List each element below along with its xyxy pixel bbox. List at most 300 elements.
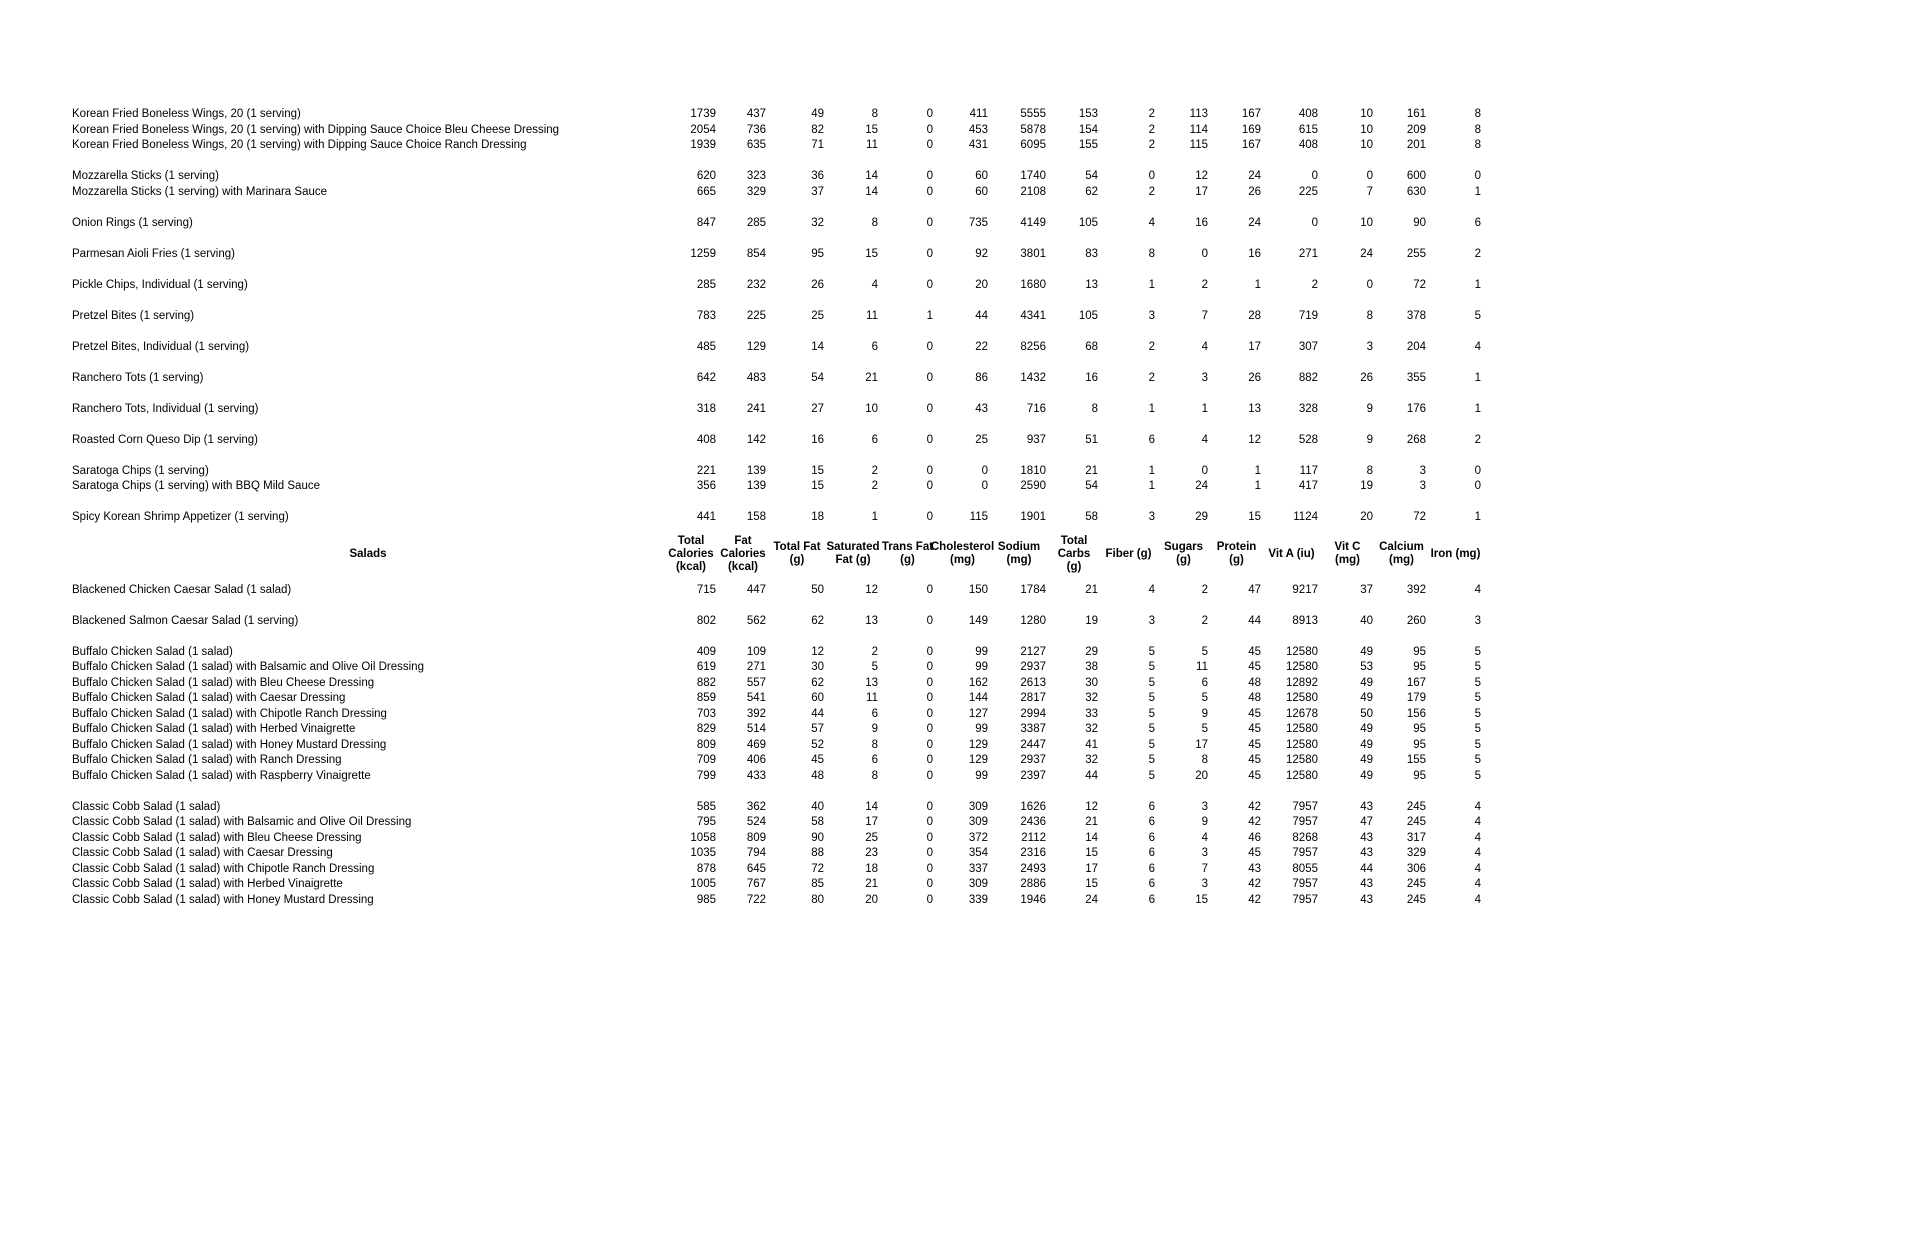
value-cell: 1680 — [1020, 278, 1046, 291]
value-cell: 90 — [1413, 216, 1426, 229]
value-cell: 1280 — [1020, 614, 1046, 627]
value-cell: 309 — [968, 816, 988, 828]
value-cell: 260 — [1406, 614, 1426, 627]
value-cell: 9 — [1366, 402, 1373, 415]
item-name: Classic Cobb Salad (1 salad) with Chipotle Ranch Dressing — [72, 862, 375, 875]
value-cell: 43 — [1360, 878, 1373, 890]
value-cell: 14 — [865, 800, 878, 813]
value-cell: 68 — [1085, 340, 1098, 353]
value-cell: 60 — [975, 185, 988, 198]
value-cell: 2613 — [1020, 676, 1046, 689]
value-cell: 45 — [1248, 723, 1261, 735]
value-cell: 557 — [746, 676, 766, 689]
value-cell: 6 — [1474, 216, 1481, 229]
value-cell: 1058 — [690, 831, 716, 844]
value-cell: 469 — [746, 738, 766, 751]
value-cell: 139 — [746, 464, 766, 477]
value-cell: 12580 — [1286, 692, 1318, 704]
item-name: Buffalo Chicken Salad (1 salad) with Caesar Dressing — [72, 692, 346, 704]
value-cell: 15 — [1085, 847, 1098, 859]
value-cell: 11 — [866, 139, 878, 151]
column-header: Vit A (iu) — [1268, 547, 1315, 560]
value-cell: 2054 — [690, 123, 716, 136]
value-cell: 3 — [1148, 309, 1155, 322]
value-cell: 4 — [1201, 433, 1208, 446]
value-cell: 16 — [1085, 371, 1098, 384]
value-cell: 4 — [1474, 583, 1481, 596]
item-name: Mozzarella Sticks (1 serving) — [72, 170, 219, 182]
value-cell: 1626 — [1020, 800, 1046, 813]
value-cell: 86 — [975, 371, 988, 384]
value-cell: 5878 — [1020, 123, 1046, 136]
value-cell: 241 — [746, 402, 766, 415]
value-cell: 0 — [1201, 247, 1208, 260]
table-row — [72, 645, 1483, 661]
value-cell: 6 — [1201, 676, 1208, 689]
table-row — [72, 831, 1483, 847]
table-row — [72, 247, 1483, 263]
value-cell: 8 — [1091, 402, 1098, 415]
value-cell: 794 — [746, 847, 766, 859]
value-cell: 21 — [1085, 816, 1098, 828]
value-cell: 2886 — [1020, 878, 1046, 890]
item-name: Classic Cobb Salad (1 salad) with Bleu Cheese Dressing — [72, 831, 362, 844]
value-cell: 47 — [1248, 583, 1261, 596]
value-cell: 13 — [865, 614, 878, 627]
value-cell: 1 — [1201, 402, 1208, 415]
value-cell: 309 — [968, 878, 988, 890]
value-cell: 5 — [1148, 676, 1155, 689]
spacer-row — [72, 629, 1483, 645]
value-cell: 82 — [811, 123, 824, 136]
value-cell: 2 — [871, 480, 878, 492]
value-cell: 221 — [696, 464, 716, 477]
value-cell: 7 — [1201, 309, 1208, 322]
value-cell: 0 — [926, 402, 933, 415]
value-cell: 36 — [811, 170, 824, 182]
value-cell: 5 — [1474, 645, 1481, 658]
value-cell: 722 — [746, 893, 766, 906]
value-cell: 49 — [1360, 769, 1373, 782]
value-cell: 14 — [811, 340, 824, 353]
value-cell: 1 — [1148, 278, 1155, 291]
value-cell: 615 — [1298, 123, 1318, 136]
value-cell: 328 — [1298, 402, 1318, 415]
value-cell: 58 — [1085, 511, 1098, 523]
value-cell: 5 — [1148, 645, 1155, 658]
spacer-row — [72, 417, 1483, 433]
value-cell: 0 — [926, 893, 933, 906]
value-cell: 12 — [1195, 170, 1208, 182]
value-cell: 43 — [1360, 831, 1373, 844]
value-cell: 49 — [1360, 738, 1373, 751]
value-cell: 4 — [1201, 340, 1208, 353]
value-cell: 11 — [1196, 661, 1208, 673]
value-cell: 25 — [865, 831, 878, 844]
table-row — [72, 676, 1483, 692]
value-cell: 139 — [746, 480, 766, 492]
value-cell: 337 — [968, 862, 988, 875]
value-cell: 437 — [746, 108, 766, 120]
item-name: Buffalo Chicken Salad (1 salad) with Raspberry Vinaigrette — [72, 769, 371, 782]
item-name: Buffalo Chicken Salad (1 salad) with Bleu Cheese Dressing — [72, 676, 375, 689]
value-cell: 12580 — [1286, 754, 1318, 766]
value-cell: 1432 — [1020, 371, 1046, 384]
value-cell: 859 — [696, 692, 716, 704]
value-cell: 50 — [1360, 707, 1373, 720]
value-cell: 15 — [811, 464, 824, 477]
value-cell: 23 — [865, 847, 878, 859]
value-cell: 117 — [1299, 464, 1318, 477]
value-cell: 392 — [1406, 583, 1426, 596]
value-cell: 16 — [1195, 216, 1208, 229]
value-cell: 150 — [968, 583, 988, 596]
value-cell: 2 — [1311, 278, 1318, 291]
value-cell: 5 — [1148, 692, 1155, 704]
value-cell: 24 — [1195, 480, 1208, 492]
item-name: Buffalo Chicken Salad (1 salad) — [72, 645, 233, 658]
value-cell: 5 — [1201, 723, 1208, 735]
value-cell: 3 — [1201, 878, 1208, 890]
value-cell: 485 — [696, 340, 716, 353]
value-cell: 0 — [981, 464, 988, 477]
value-cell: 524 — [746, 816, 766, 828]
value-cell: 129 — [968, 754, 988, 766]
value-cell: 2590 — [1020, 480, 1046, 492]
value-cell: 7957 — [1292, 878, 1318, 890]
value-cell: 0 — [926, 645, 933, 658]
value-cell: 49 — [1360, 723, 1373, 735]
value-cell: 26 — [1360, 371, 1373, 384]
value-cell: 709 — [696, 754, 716, 766]
table-row — [72, 877, 1483, 893]
value-cell: 47 — [1360, 816, 1373, 828]
value-cell: 5 — [1201, 645, 1208, 658]
value-cell: 1 — [1474, 185, 1481, 198]
value-cell: 642 — [696, 371, 716, 384]
value-cell: 26 — [811, 278, 824, 291]
table-row — [72, 464, 1483, 480]
value-cell: 0 — [926, 511, 933, 523]
value-cell: 12580 — [1286, 769, 1318, 782]
value-cell: 62 — [1085, 185, 1098, 198]
value-cell: 95 — [1413, 645, 1426, 658]
value-cell: 225 — [1298, 185, 1318, 198]
value-cell: 92 — [975, 247, 988, 260]
value-cell: 447 — [746, 583, 766, 596]
item-name: Pretzel Bites (1 serving) — [72, 309, 195, 322]
value-cell: 0 — [926, 800, 933, 813]
value-cell: 37 — [811, 185, 824, 198]
value-cell: 2994 — [1020, 707, 1046, 720]
value-cell: 161 — [1406, 108, 1426, 120]
value-cell: 2 — [1148, 123, 1155, 136]
value-cell: 50 — [811, 583, 824, 596]
value-cell: 937 — [1026, 433, 1046, 446]
value-cell: 7957 — [1292, 816, 1318, 828]
value-cell: 9217 — [1292, 583, 1318, 596]
value-cell: 0 — [926, 464, 933, 477]
value-cell: 4 — [1474, 893, 1481, 906]
value-cell: 4 — [1201, 831, 1208, 844]
value-cell: 43 — [1360, 847, 1373, 859]
value-cell: 0 — [926, 170, 933, 182]
table-row — [72, 722, 1483, 738]
value-cell: 5 — [1474, 707, 1481, 720]
value-cell: 0 — [1366, 170, 1373, 182]
value-cell: 562 — [746, 614, 766, 627]
value-cell: 585 — [696, 800, 716, 813]
value-cell: 19 — [1360, 480, 1373, 492]
table-row — [72, 800, 1483, 816]
value-cell: 113 — [1189, 108, 1208, 120]
table-row — [72, 510, 1483, 526]
value-cell: 767 — [746, 878, 766, 890]
value-cell: 127 — [968, 707, 988, 720]
value-cell: 271 — [746, 661, 766, 673]
table-row — [72, 185, 1483, 201]
value-cell: 5 — [1474, 754, 1481, 766]
item-name: Classic Cobb Salad (1 salad) with Balsamic and Olive Oil Dressing — [72, 816, 412, 828]
value-cell: 1 — [1254, 464, 1261, 477]
value-cell: 155 — [1406, 754, 1426, 766]
table-row — [72, 660, 1483, 676]
table-row — [72, 691, 1483, 707]
value-cell: 1 — [1474, 511, 1481, 523]
value-cell: 45 — [1248, 754, 1261, 766]
value-cell: 1 — [1148, 402, 1155, 415]
value-cell: 5 — [871, 661, 878, 673]
value-cell: 1 — [1474, 371, 1481, 384]
value-cell: 72 — [811, 862, 824, 875]
table-row — [72, 278, 1483, 294]
value-cell: 8 — [1148, 247, 1155, 260]
value-cell: 45 — [1248, 847, 1261, 859]
item-name: Buffalo Chicken Salad (1 salad) with Chipotle Ranch Dressing — [72, 707, 387, 720]
value-cell: 5 — [1474, 692, 1481, 704]
value-cell: 12580 — [1286, 723, 1318, 735]
value-cell: 0 — [926, 614, 933, 627]
value-cell: 44 — [1360, 862, 1373, 875]
value-cell: 309 — [968, 800, 988, 813]
value-cell: 0 — [981, 480, 988, 492]
table-row — [72, 815, 1483, 831]
value-cell: 735 — [968, 216, 988, 229]
value-cell: 6 — [1148, 847, 1155, 859]
value-cell: 0 — [926, 816, 933, 828]
value-cell: 408 — [1298, 108, 1318, 120]
value-cell: 43 — [1248, 862, 1261, 875]
value-cell: 417 — [1298, 480, 1318, 492]
value-cell: 378 — [1406, 309, 1426, 322]
value-cell: 245 — [1406, 816, 1426, 828]
value-cell: 21 — [865, 371, 878, 384]
column-header: Saturated Fat (g) — [826, 541, 880, 566]
value-cell: 854 — [746, 247, 766, 260]
spacer-row — [72, 293, 1483, 309]
value-cell: 7 — [1201, 862, 1208, 875]
column-header: Total Calories (kcal) — [668, 534, 714, 573]
value-cell: 12892 — [1286, 676, 1318, 689]
item-name: Roasted Corn Queso Dip (1 serving) — [72, 433, 258, 446]
value-cell: 5555 — [1020, 108, 1046, 120]
value-cell: 329 — [746, 185, 766, 198]
value-cell: 204 — [1406, 340, 1426, 353]
value-cell: 0 — [926, 433, 933, 446]
value-cell: 12678 — [1286, 707, 1318, 720]
value-cell: 49 — [1360, 754, 1373, 766]
value-cell: 32 — [811, 216, 824, 229]
value-cell: 408 — [1298, 139, 1318, 151]
value-cell: 0 — [1474, 170, 1481, 182]
value-cell: 45 — [1248, 645, 1261, 658]
value-cell: 703 — [696, 707, 716, 720]
value-cell: 7957 — [1292, 800, 1318, 813]
value-cell: 42 — [1248, 893, 1261, 906]
value-cell: 0 — [926, 247, 933, 260]
table-row — [72, 402, 1483, 418]
value-cell: 4 — [1474, 847, 1481, 859]
value-cell: 25 — [811, 309, 824, 322]
value-cell: 99 — [975, 769, 988, 782]
value-cell: 1939 — [690, 139, 716, 151]
value-cell: 4 — [1474, 340, 1481, 353]
value-cell: 169 — [1241, 123, 1261, 136]
value-cell: 339 — [968, 893, 988, 906]
value-cell: 6 — [1148, 800, 1155, 813]
value-cell: 0 — [1474, 480, 1481, 492]
value-cell: 15 — [1085, 878, 1098, 890]
value-cell: 45 — [1248, 769, 1261, 782]
value-cell: 41 — [1085, 738, 1098, 751]
value-cell: 11 — [866, 309, 878, 322]
value-cell: 411 — [969, 108, 988, 120]
value-cell: 54 — [1085, 170, 1098, 182]
value-cell: 6 — [1148, 893, 1155, 906]
table-row — [72, 738, 1483, 754]
value-cell: 46 — [1248, 831, 1261, 844]
value-cell: 115 — [969, 511, 988, 523]
spacer-row — [72, 495, 1483, 511]
value-cell: 8 — [871, 216, 878, 229]
value-cell: 0 — [926, 769, 933, 782]
value-cell: 38 — [1085, 661, 1098, 673]
value-cell: 354 — [968, 847, 988, 859]
value-cell: 20 — [1360, 511, 1373, 523]
value-cell: 245 — [1406, 878, 1426, 890]
table-row — [72, 583, 1483, 599]
value-cell: 7957 — [1292, 893, 1318, 906]
value-cell: 4 — [1474, 800, 1481, 813]
value-cell: 630 — [1406, 185, 1426, 198]
item-name: Classic Cobb Salad (1 salad) with Honey Mustard Dressing — [72, 893, 374, 906]
value-cell: 5 — [1148, 769, 1155, 782]
value-cell: 60 — [975, 170, 988, 182]
value-cell: 45 — [811, 754, 824, 766]
value-cell: 10 — [1360, 108, 1373, 120]
value-cell: 408 — [696, 433, 716, 446]
value-cell: 528 — [1298, 433, 1318, 446]
value-cell: 0 — [1148, 170, 1155, 182]
value-cell: 26 — [1248, 371, 1261, 384]
value-cell: 162 — [968, 676, 988, 689]
value-cell: 392 — [746, 707, 766, 720]
value-cell: 201 — [1406, 139, 1426, 151]
value-cell: 483 — [746, 371, 766, 384]
column-header: Calcium (mg) — [1379, 541, 1424, 566]
value-cell: 2 — [1148, 340, 1155, 353]
value-cell: 0 — [926, 583, 933, 596]
value-cell: 32 — [1085, 692, 1098, 704]
column-header: Protein (g) — [1216, 541, 1257, 566]
value-cell: 1 — [1474, 278, 1481, 291]
value-cell: 1810 — [1020, 464, 1046, 477]
value-cell: 0 — [926, 108, 933, 120]
value-cell: 155 — [1078, 139, 1098, 151]
value-cell: 2397 — [1020, 769, 1046, 782]
value-cell: 2 — [1201, 278, 1208, 291]
value-cell: 882 — [1298, 371, 1318, 384]
value-cell: 882 — [696, 676, 716, 689]
value-cell: 20 — [865, 893, 878, 906]
spacer-row — [72, 200, 1483, 216]
value-cell: 2316 — [1020, 847, 1046, 859]
table-row — [72, 614, 1483, 630]
value-cell: 600 — [1406, 170, 1426, 182]
value-cell: 541 — [746, 692, 766, 704]
table-row — [72, 123, 1483, 139]
value-cell: 167 — [1241, 139, 1261, 151]
value-cell: 1 — [926, 309, 933, 322]
value-cell: 8055 — [1292, 862, 1318, 875]
value-cell: 3 — [1201, 800, 1208, 813]
value-cell: 318 — [696, 402, 716, 415]
value-cell: 33 — [1085, 707, 1098, 720]
value-cell: 362 — [746, 800, 766, 813]
table-row — [72, 107, 1483, 123]
value-cell: 8 — [1474, 123, 1481, 136]
table-row — [72, 846, 1483, 862]
column-header: Total Carbs (g) — [1057, 534, 1091, 573]
value-cell: 176 — [1406, 402, 1426, 415]
table-row — [72, 309, 1483, 325]
value-cell: 1 — [1148, 480, 1155, 492]
value-cell: 1739 — [690, 108, 716, 120]
table-row — [72, 862, 1483, 878]
value-cell: 85 — [811, 878, 824, 890]
table-row — [72, 753, 1483, 769]
value-cell: 9 — [871, 723, 878, 735]
value-cell: 45 — [1248, 661, 1261, 673]
value-cell: 0 — [926, 676, 933, 689]
value-cell: 43 — [975, 402, 988, 415]
value-cell: 0 — [1474, 464, 1481, 477]
value-cell: 17 — [1085, 862, 1098, 875]
value-cell: 40 — [1360, 614, 1373, 627]
value-cell: 3 — [1148, 614, 1155, 627]
value-cell: 20 — [1195, 769, 1208, 782]
value-cell: 114 — [1189, 123, 1208, 136]
value-cell: 8268 — [1292, 831, 1318, 844]
value-cell: 6 — [1148, 816, 1155, 828]
value-cell: 255 — [1406, 247, 1426, 260]
value-cell: 144 — [968, 692, 988, 704]
column-header: Trans Fat (g) — [881, 541, 934, 566]
value-cell: 2493 — [1020, 862, 1046, 875]
value-cell: 15 — [1195, 893, 1208, 906]
value-cell: 6095 — [1020, 139, 1046, 151]
value-cell: 32 — [1085, 754, 1098, 766]
